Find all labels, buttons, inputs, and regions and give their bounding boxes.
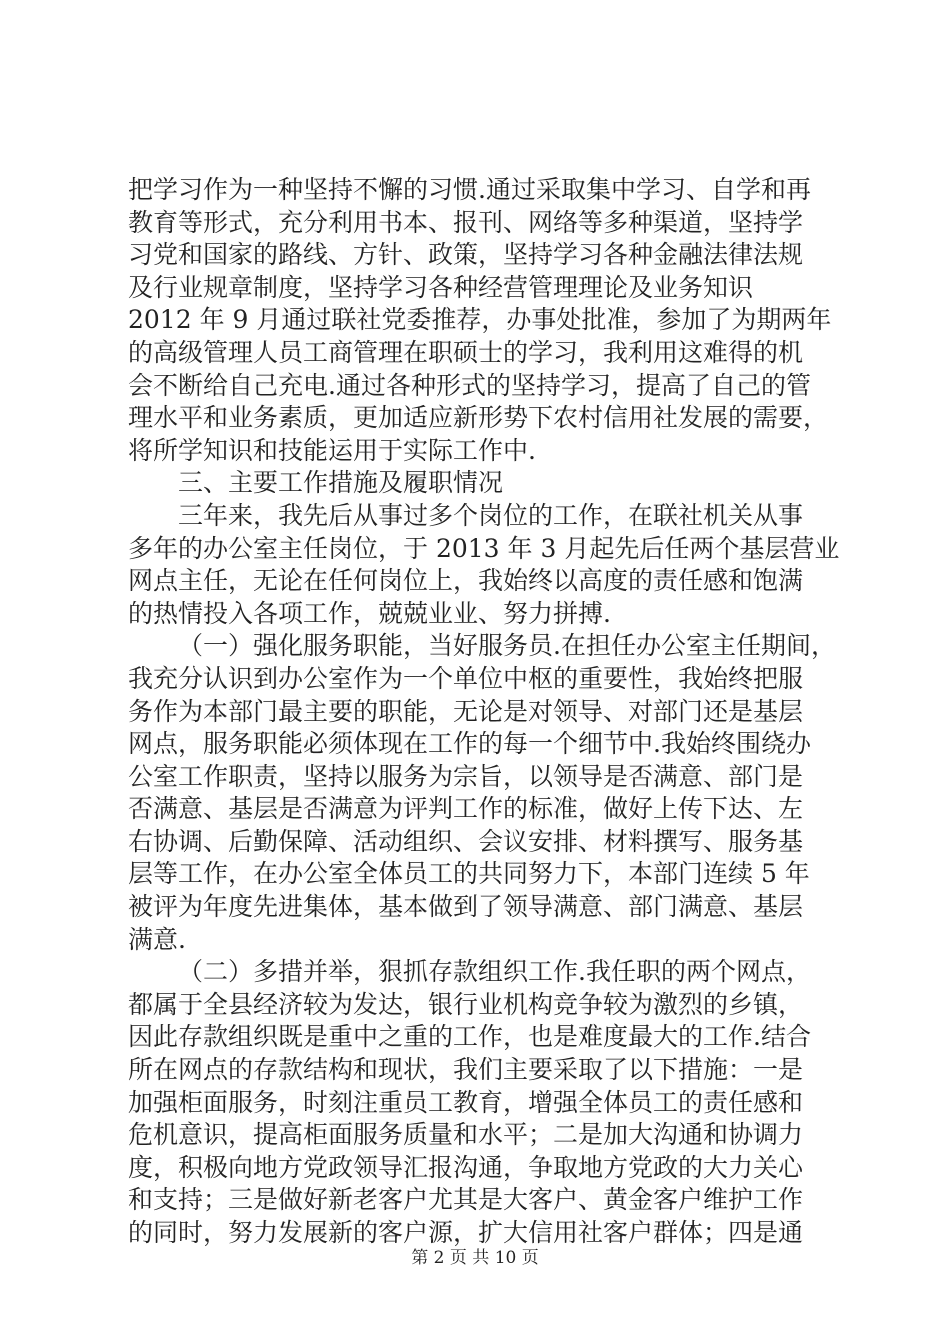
- text-line: 公室工作职责，坚持以服务为宗旨，以领导是否满意、部门是: [128, 761, 804, 791]
- text-line: 被评为年度先进集体，基本做到了领导满意、部门满意、基层: [128, 892, 804, 922]
- section-heading: 三、主要工作措施及履职情况: [178, 468, 504, 498]
- text-line: 将所学知识和技能运用于实际工作中.: [128, 435, 536, 465]
- text-line: 都属于全县经济较为发达，银行业机构竞争较为激烈的乡镇，: [128, 989, 804, 1019]
- text-line: 危机意识，提高柜面服务质量和水平；二是加大沟通和协调力: [128, 1120, 804, 1150]
- subsection-first-line: （二）多措并举，狠抓存款组织工作.我任职的两个网点，: [178, 957, 811, 987]
- text-line: 加强柜面服务，时刻注重员工教育，增强全体员工的责任感和: [128, 1087, 804, 1117]
- text-line: 网点主任，无论在任何岗位上，我始终以高度的责任感和饱满: [128, 566, 804, 596]
- text-line: 所在网点的存款结构和现状，我们主要采取了以下措施：一是: [128, 1055, 804, 1085]
- text-line: 务作为本部门最主要的职能，无论是对领导、对部门还是基层: [128, 696, 804, 726]
- text-line: 及行业规章制度，坚持学习各种经营管理理论及业务知识: [128, 272, 754, 302]
- text-line: 我充分认识到办公室作为一个单位中枢的重要性，我始终把服: [128, 663, 804, 693]
- text-line: 会不断给自己充电.通过各种形式的坚持学习，提高了自己的管: [128, 370, 811, 400]
- text-line: 理水平和业务素质，更加适应新形势下农村信用社发展的需要，: [128, 403, 829, 433]
- text-line: 层等工作，在办公室全体员工的共同努力下，本部门连续 5 年: [128, 859, 810, 889]
- text-line: 教育等形式，充分利用书本、报刊、网络等多种渠道，坚持学: [128, 207, 804, 237]
- text-line: 网点，服务职能必须体现在工作的每一个细节中.我始终围绕办: [128, 729, 811, 759]
- text-line: 度，积极向地方党政领导汇报沟通，争取地方党政的大力关心: [128, 1152, 804, 1182]
- text-line: 满意.: [128, 924, 186, 954]
- text-line: 右协调、后勤保障、活动组织、会议安排、材料撰写、服务基: [128, 826, 804, 856]
- page-number-footer: 第 2 页 共 10 页: [411, 1248, 539, 1268]
- text-line: 2012 年 9 月通过联社党委推荐，办事处批准，参加了为期两年: [128, 305, 832, 335]
- text-line: 把学习作为一种坚持不懈的习惯.通过采取集中学习、自学和再: [128, 175, 811, 204]
- paragraph-first-line: 三年来，我先后从事过多个岗位的工作，在联社机关从事: [178, 500, 804, 530]
- text-line: 多年的办公室主任岗位，于 2013 年 3 月起先后任两个基层营业: [128, 533, 840, 563]
- text-line: 的高级管理人员工商管理在职硕士的学习，我利用这难得的机: [128, 337, 804, 367]
- text-line: 的热情投入各项工作，兢兢业业、努力拼搏.: [128, 598, 611, 628]
- text-line: 和支持；三是做好新老客户尤其是大客户、黄金客户维护工作: [128, 1185, 804, 1215]
- text-line: 因此存款组织既是重中之重的工作，也是难度最大的工作.结合: [128, 1022, 811, 1052]
- text-line: 的同时，努力发展新的客户源，扩大信用社客户群体；四是通: [128, 1218, 804, 1247]
- document-body: [128, 174, 848, 1250]
- text-line: 习党和国家的路线、方针、政策，坚持学习各种金融法律法规: [128, 240, 804, 270]
- subsection-first-line: （一）强化服务职能，当好服务员.在担任办公室主任期间，: [178, 631, 836, 661]
- text-line: 否满意、基层是否满意为评判工作的标准，做好上传下达、左: [128, 794, 804, 824]
